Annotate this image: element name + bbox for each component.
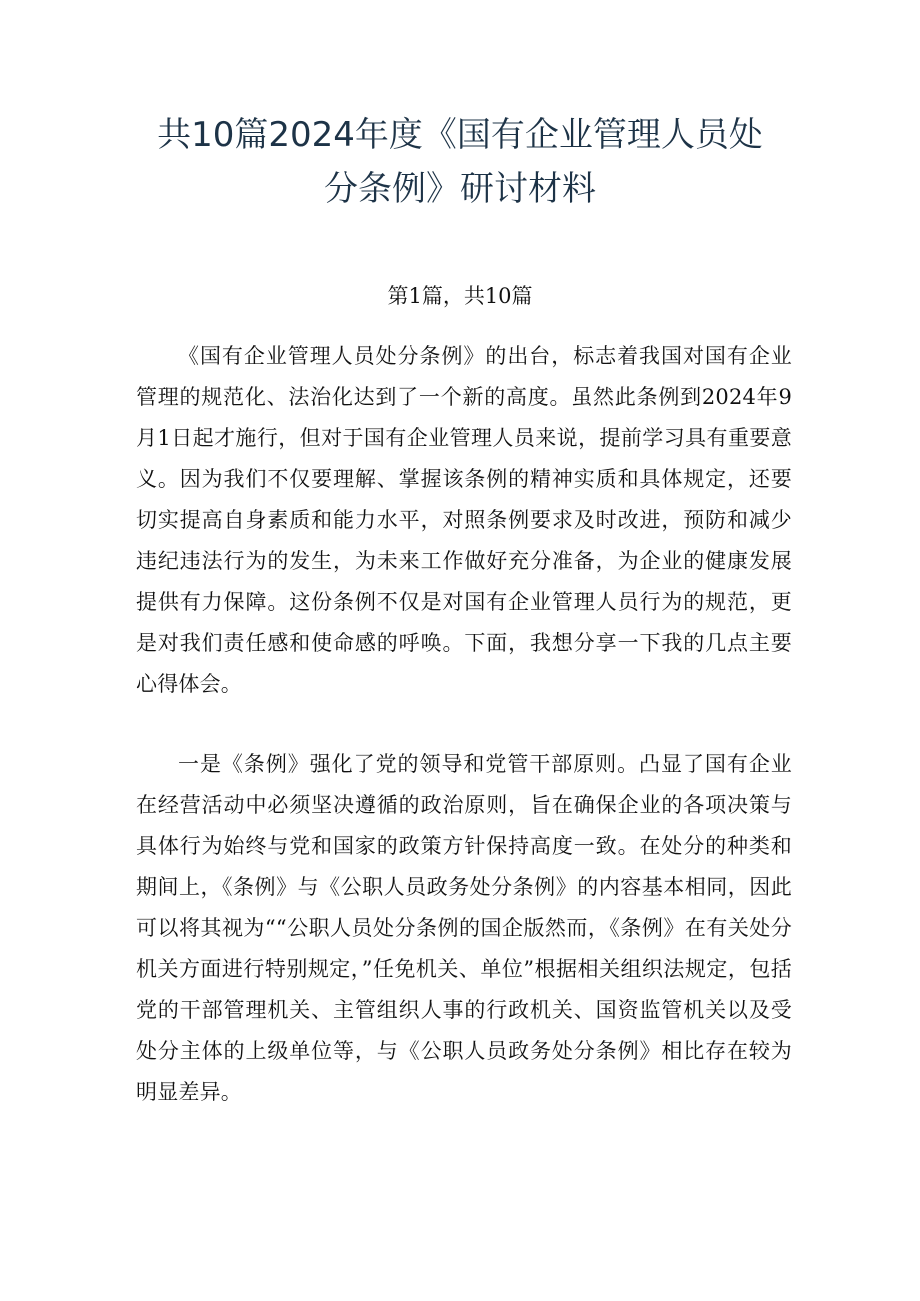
document-title (120, 108, 800, 216)
body-paragraph-1: 《国有企业管理人员处分条例》的出台，标志着我国对国有企业管理的规范化、法治化达到了一个新的高度。虽然此条例到2024年9月1日起才施行，但对于国有企业管理人员来说，提前学习具有重要意义。因为我们不仅要理解、掌握该条例的精神实质和具体规定，还要切实提高自身素质和能力水平，对照条例要求及时改进，预防和减少违纪违法行为的发生，为未来工作做好充分准备，为企业的健康发展提供有力保障。这份条例不仅是对国有企业管理人员行为的规范，更是对我们责任感和使命感的呼唤。下面，我想分享一下我的几点主要心得体会。 (136, 344, 792, 696)
title-line-2: 分条例》研讨材料 (324, 169, 596, 209)
title-line-1: 共10篇2024年度《国有企业管理人员处 (157, 115, 763, 155)
body-paragraph-2: 一是《条例》强化了党的领导和党管干部原则。凸显了国有企业在经营活动中必须坚决遵循的政治原则，旨在确保企业的各项决策与具体行为始终与党和国家的政策方针保持高度一致。在处分的种类和期间上，《条例》与《公职人员政务处分条例》的内容基本相同，因此可以将其视为““公职人员处分条例的国企版然而，《条例》在有关处分机关方面进行特别规定，”任免机关、单位”根据相关组织法规定，包括党的干部管理机关、主管组织人事的行政机关、国资监管机关以及受处分主体的上级单位等，与《公职人员政务处分条例》相比存在较为明显差异。 (136, 752, 792, 1104)
section-heading: 第1篇，共10篇 (387, 284, 533, 308)
